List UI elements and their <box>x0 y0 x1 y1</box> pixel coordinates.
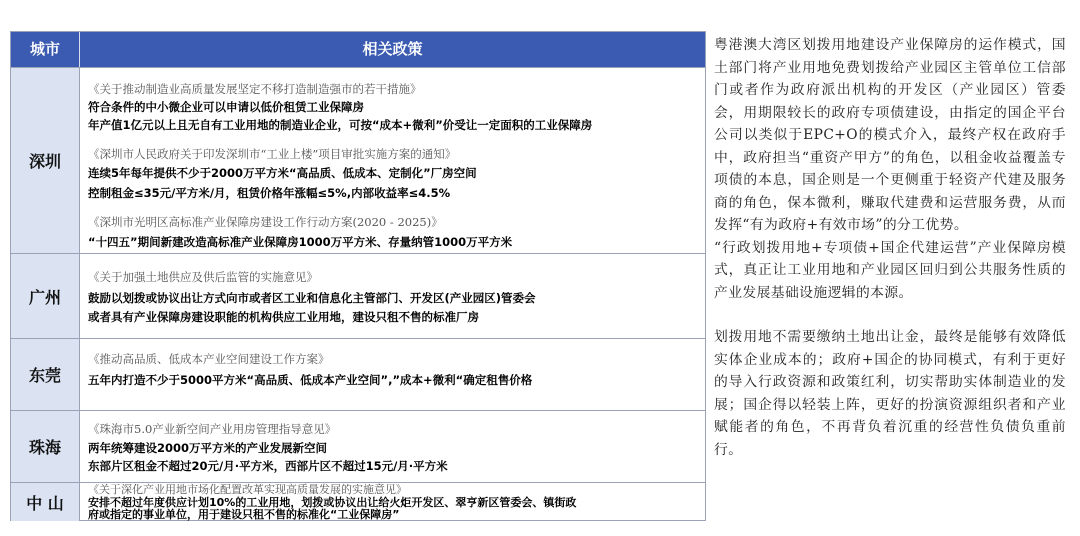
policy-line: 符合条件的中小微企业可以申请以低价租赁工业保障房 <box>88 100 364 114</box>
policy-title: 《珠海市5.0产业新空间产业用房管理指导意见》 <box>88 422 337 436</box>
policy-title: 《关于加强土地供应及供后监管的实施意见》 <box>88 270 318 284</box>
policy-line: 安排不超过年度供应计划10%的工业用地，划拨或协议出让给火炬开发区、翠亨新区管委会、镇街政 <box>88 496 577 509</box>
policy-title: 《深圳市人民政府关于印发深圳市“工业上楼”项目审批实施方案的通知》 <box>88 147 457 161</box>
city-cell: 中 山 <box>11 483 80 521</box>
policy-line: 连续5年每年提供不少于2000万平方米“高品质、低成本、定制化”厂房空间 <box>88 166 477 180</box>
table-row-zhuhai <box>11 410 705 482</box>
city-cell: 东莞 <box>11 339 80 410</box>
policy-title: 《关于深化产业用地市场化配置改革实现高质量发展的实施意见》 <box>88 483 407 496</box>
policy-line: 东部片区租金不超过20元/月·平方米，西部片区不超过15元/月·平方米 <box>88 459 448 473</box>
policy-cell <box>80 68 705 253</box>
policy-cell <box>80 411 705 482</box>
city-cell: 珠海 <box>11 411 80 482</box>
policy-title: 《推动高品质、低成本产业空间建设工作方案》 <box>88 352 330 366</box>
header-policy: 相关政策 <box>362 40 423 58</box>
table-row-dongguan <box>11 338 705 410</box>
policy-line: 府或指定的事业单位，用于建设只租不售的标准化“工业保障房” <box>88 508 400 521</box>
policy-cell <box>80 254 705 338</box>
policy-line: 鼓励以划拨或协议出让方式向市或者区工业和信息化主管部门、开发区(产业园区)管委会 <box>88 291 536 305</box>
table-row-shenzhen <box>11 67 705 253</box>
city-cell: 深圳 <box>11 68 80 253</box>
policy-line: 年产值1亿元以上且无自有工业用地的制造业企业，可按“成本+微利”价受让一定面积的工业保障房 <box>88 118 593 132</box>
commentary-paragraph: 粤港澳大湾区划拨用地建设产业保障房的运作模式，国土部门将产业用地免费划拨给产业园区主管单位工信部门或者作为政府派出机构的开发区（产业园区）管委会，用期限较长的政府专项债建设，由指定的国企平台公司以类似于EPC+O的模式介入，最终产权在政府手中，政府担当“重资产甲方”的角色，以租金收益覆盖专项债的本息，国企则是一个更侧重于轻资产代建及服务商的角色，保本微利，赚取代建费和运营服务费，从而发挥“有为政府+有效市场”的分工优势。 <box>714 37 1066 233</box>
policy-line: 两年统筹建设2000万平方米的产业发展新空间 <box>88 441 328 455</box>
header-city: 城市 <box>11 32 80 67</box>
policy-line: 五年内打造不少于5000平方米“高品质、低成本产业空间”,”成本+微利“确定租售价格 <box>88 373 533 387</box>
table-row-zhongshan <box>11 482 705 520</box>
table-row-guangzhou <box>11 253 705 338</box>
city-cell: 广州 <box>11 254 80 338</box>
commentary-paragraph: 划拨用地不需要缴纳土地出让金，最终是能够有效降低实体企业成本的；政府+国企的协同模式，有利于更好的导入行政资源和政策红利，切实帮助实体制造业的发展；国企得以轻装上阵，更好的扮演资源组织者和产业赋能者的角色，不再背负着沉重的经营性负债负重前行。 <box>714 329 1066 458</box>
policy-cell <box>80 339 705 410</box>
policy-cell <box>80 483 705 520</box>
policy-line: 控制租金≤35元/平方米/月，租赁价格年涨幅≤5%,内部收益率≤4.5% <box>88 186 451 200</box>
commentary-text <box>714 34 1066 461</box>
policy-table <box>10 31 706 521</box>
policy-line: “十四五”期间新建改造高标准产业保障房1000万平方米、存量纳管1000万平方米 <box>88 235 513 249</box>
policy-title: 《关于推动制造业高质量发展坚定不移打造制造强市的若干措施》 <box>88 82 422 96</box>
policy-line: 或者具有产业保障房建设职能的机构供应工业用地，建设只租不售的标准厂房 <box>88 310 479 324</box>
table-header <box>11 32 705 67</box>
policy-title: 《深圳市光明区高标准产业保障房建设工作行动方案(2020 - 2025)》 <box>88 215 443 229</box>
commentary-paragraph: “行政划拨用地+专项债+国企代建运营”产业保障房模式，真正让工业用地和产业园区回归到公共服务性质的产业发展基础设施逻辑的本源。 <box>714 239 1066 301</box>
